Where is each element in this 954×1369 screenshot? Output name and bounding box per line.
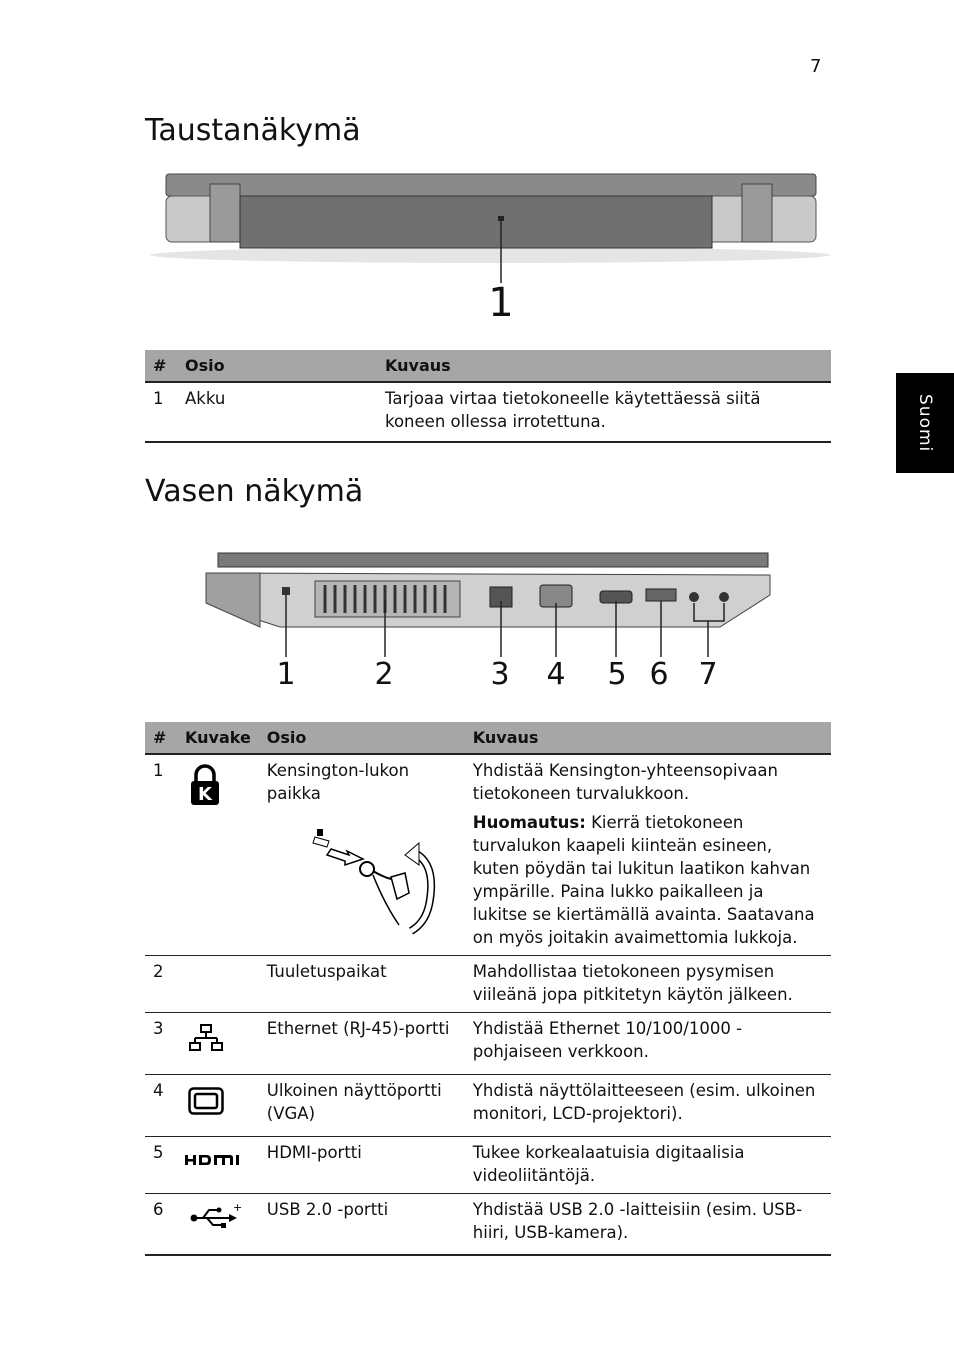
left-callout-4: 4 [546, 657, 566, 692]
table-row [145, 1137, 831, 1194]
row-desc: Yhdistä näyttölaitteeseen (esim. ulkoinen monitori, LCD-projektori). [465, 1075, 831, 1137]
row-desc: Tarjoaa virtaa tietokoneelle käytettäessä siitä koneen ollessa irrotettuna. [377, 382, 831, 442]
row-num: 1 [145, 382, 177, 442]
table-row [145, 382, 831, 442]
left-callout-2: 2 [374, 657, 394, 692]
page-number: 7 [810, 56, 822, 77]
row-num: 2 [145, 956, 177, 1013]
rear-view-table [145, 350, 831, 443]
kensington-lock-icon [189, 765, 221, 807]
row-desc: Yhdistää USB 2.0 -laitteisiin (esim. USB-hiiri, USB-kamera). [465, 1194, 831, 1256]
row-note [473, 811, 823, 949]
row-num: 3 [145, 1013, 177, 1075]
row-num: 1 [145, 754, 177, 956]
col-header-desc: Kuvaus [377, 350, 831, 382]
table-row [145, 956, 831, 1013]
row-num: 5 [145, 1137, 177, 1194]
row-part: Ulkoinen näyttöportti (VGA) [259, 1075, 465, 1137]
note-label: Huomautus: [472, 813, 586, 832]
col-header-part: Osio [177, 350, 377, 382]
row-num: 4 [145, 1075, 177, 1137]
language-tab-label: Suomi [915, 393, 935, 453]
row-desc: Tukee korkealaatuisia digitaalisia videoliitäntöjä. [465, 1137, 831, 1194]
left-callout-7: 7 [698, 657, 718, 692]
vga-icon [188, 1087, 224, 1115]
table-row [145, 1013, 831, 1075]
row-part: HDMI-portti [259, 1137, 465, 1194]
row-desc: Mahdollistaa tietokoneen pysymisen viileänä jopa pitkitetyn käytön jälkeen. [465, 956, 831, 1013]
language-tab [896, 373, 954, 473]
hdmi-icon [185, 1153, 247, 1167]
row-desc: Yhdistää Ethernet 10/100/1000 -pohjaiseen verkkoon. [465, 1013, 831, 1075]
note-text: Kierrä tietokoneen turvalukon kaapeli kiinteän esineen, kuten pöydän tai lukitun laatikon kahvan ympärille. Paina lukko paikalleen ja lukitse se kiertämällä avainta. Saatavana on myös joitakin avaimettomia lukkoja. [472, 813, 815, 947]
left-view-title: Vasen näkymä [145, 474, 364, 509]
rear-view-title: Taustanäkymä [145, 113, 361, 148]
svg-text:K: K [198, 784, 212, 805]
col-header-icon: Kuvake [177, 722, 259, 754]
col-header-num: # [145, 350, 177, 382]
kensington-lock-illustration [287, 825, 457, 937]
left-view-illustration [200, 545, 780, 660]
left-callout-3: 3 [490, 657, 510, 692]
row-part: Tuuletuspaikat [259, 956, 465, 1013]
table-row [145, 754, 831, 956]
rear-callout-1: 1 [488, 280, 514, 326]
usb-icon [189, 1201, 243, 1232]
col-header-num: # [145, 722, 177, 754]
row-desc: Yhdistää Kensington-yhteensopivaan tietokoneen turvalukkoon. [472, 761, 778, 803]
col-header-part: Osio [259, 722, 465, 754]
left-callout-1: 1 [276, 657, 296, 692]
left-callout-6: 6 [649, 657, 669, 692]
rear-view-illustration [150, 170, 830, 270]
row-part: USB 2.0 -portti [259, 1194, 465, 1256]
ethernet-icon [189, 1023, 223, 1053]
row-part: Ethernet (RJ-45)-portti [259, 1013, 465, 1075]
col-header-desc: Kuvaus [465, 722, 831, 754]
left-callout-5: 5 [607, 657, 627, 692]
row-part: Akku [177, 382, 377, 442]
table-row [145, 1075, 831, 1137]
left-view-table [145, 722, 831, 1256]
row-part: Kensington-lukon paikka [266, 761, 410, 803]
table-row [145, 1194, 831, 1256]
svg-text:+: + [233, 1201, 243, 1214]
row-num: 6 [145, 1194, 177, 1256]
